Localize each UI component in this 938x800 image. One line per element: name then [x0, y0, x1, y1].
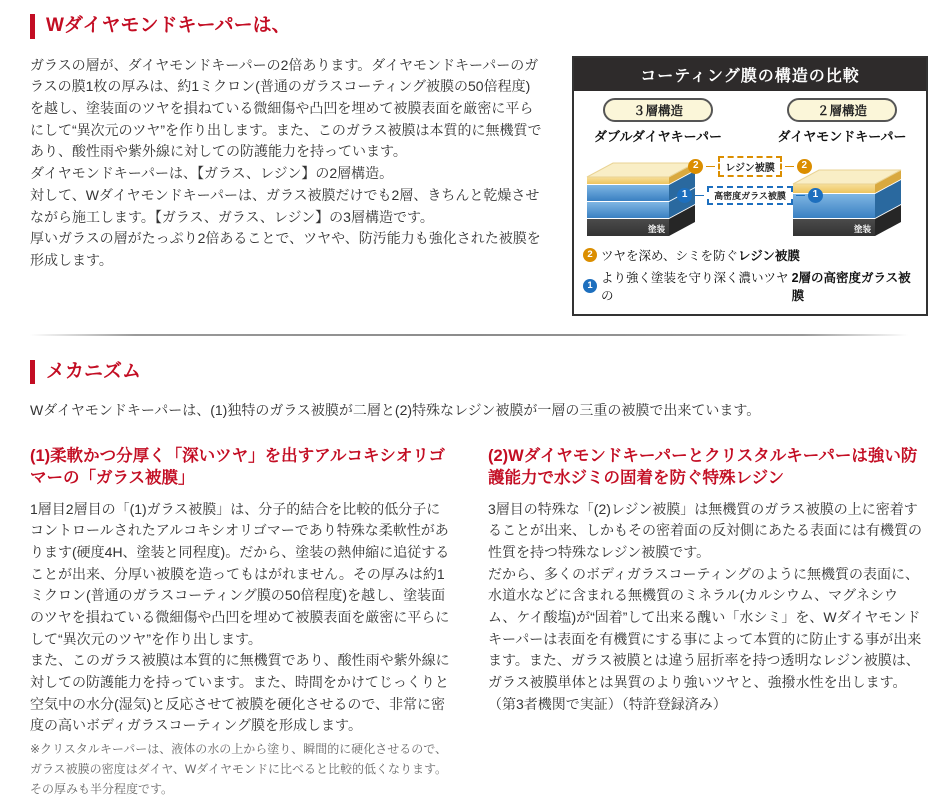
section2-intro: Wダイヤモンドキーパーは、(1)独特のガラス被膜が二層と(2)特殊なレジン被膜が一層の三重の被膜で出来ています。 — [30, 402, 761, 419]
badge-1-icon: 1 — [583, 279, 597, 293]
paragraph: また、このガラス被膜は本質的に無機質であり、酸性雨や紫外線に対しての防護能力を持っています。また、時間をかけてじっくりと空気中の水分(湿気)と反応させて被膜を硬化させるので、非常に密度の高いボディガラスコーティング膜を形成します。 — [30, 652, 450, 734]
diagram-left-column — [583, 98, 733, 145]
paragraph: ダイヤモンドキーパーは、【ガラス、レジン】の2層構造。 — [30, 165, 394, 182]
paint-layer-label: 塗装 — [647, 223, 665, 234]
diagram-right-column — [767, 98, 917, 145]
diagram-body — [574, 91, 926, 314]
diagram-callouts — [665, 156, 835, 205]
column-resin-layer — [488, 446, 926, 799]
resin-layer-label: レジン被膜 — [718, 156, 782, 177]
connector-line — [706, 166, 715, 167]
resin-layer-heading: (2)Wダイヤモンドキーパーとクリスタルキーパーは強い防護能力で水ジミの固着を防ぐ特殊レジン — [488, 447, 918, 487]
legend-bold: レジン被膜 — [738, 248, 800, 263]
section-divider — [30, 334, 908, 336]
paragraph: （第3者機関で実証）（特許登録済み） — [488, 695, 727, 712]
paragraph: 3層目の特殊な「(2)レジン被膜」は無機質のガラス被膜の上に密着することが出来、しかもその密着面の反対側にあたる表面には有機質の性質を持つ特殊なレジン被膜です。 — [488, 500, 922, 560]
pill-3-layer: ３層構造 — [603, 98, 713, 122]
section1-title: Wダイヤモンドキーパーは、 — [30, 14, 928, 39]
section1-paragraphs — [30, 55, 544, 272]
diagram-title: コーティング膜の構造の比較 — [574, 58, 926, 91]
paragraph: 1層目2層目の「(1)ガラス被膜」は、分子的結合を比較的低分子にコントロールされたアルコキシオリゴマーであり特殊な柔軟性があります(硬度4H、塗装と同程度)。だから、塗装の熱伸縮に追従することが出来、分厚い被膜を造ってもはがれません。その厚みは約1ミクロン(普通のガラスコーティング膜の50倍程度)を越し、塗装面のツヤを損ねている微細傷や凸凹を埋めて被膜表面を厳密に平らにして“異次元のツヤ”を作り出します。 — [30, 500, 450, 647]
diagram-legend — [583, 246, 917, 304]
badge-1-icon: 1 — [808, 188, 823, 203]
paint-layer-label: 塗装 — [853, 223, 871, 234]
connector-line — [796, 195, 805, 196]
column-glass-layer — [30, 446, 454, 799]
badge-2-icon: 2 — [583, 248, 597, 262]
paragraph: ガラスの層が、ダイヤモンドキーパーの2倍あります。ダイヤモンドキーパーのガラスの膜1枚の厚みは、約1ミクロン(普通のガラスコーティング被膜の50倍程度)を越し、塗装面のツヤを損ねている微細傷や凸凹を埋めて被膜表面を厳密に平らにして“異次元のツヤ”を作り出します。また、このガラス被膜は本質的に無機質であり、酸性雨や紫外線に対しての防護能力を持っています。 — [30, 56, 542, 160]
crystal-keeper-footnote: ※クリスタルキーパーは、液体の水の上から塗り、瞬間的に硬化させるので、ガラス被膜の密度はダイヤ、Wダイヤモンドに比べると比較的低くなります。その厚みも半分程度です。 — [30, 742, 448, 796]
glass-layer-body — [30, 499, 454, 738]
legend-resin — [583, 246, 917, 264]
badge-1-icon: 1 — [677, 188, 692, 203]
pill-2-layer: ２層構造 — [787, 98, 897, 122]
section2-columns — [30, 446, 928, 799]
paragraph: 対して、Wダイヤモンドキーパーは、ガラス被膜だけでも2層、きちんと乾燥させながら施工します。【ガラス、ガラス、レジン】の3層構造です。 — [30, 186, 540, 225]
legend-glass — [583, 268, 917, 304]
glass-callout — [677, 186, 823, 205]
section2-title: メカニズム — [30, 360, 928, 385]
paragraph: 厚いガラスの層がたっぷり2倍あることで、ツヤや、防汚能力も強化された被膜を形成します。 — [30, 230, 541, 268]
section1-content — [30, 55, 928, 316]
resin-callout — [688, 156, 812, 177]
product-name-diamond: ダイヤモンドキーパー — [777, 128, 907, 144]
connector-line — [785, 166, 794, 167]
diagram-boxes — [583, 150, 917, 240]
glass-layer-label: 高密度ガラス被膜 — [707, 186, 793, 205]
badge-2-icon: 2 — [688, 159, 703, 174]
paragraph: だから、多くのボディガラスコーティングのように無機質の表面に、水道水などに含まれる無機質のミネラル(カルシウム、マグネシウム、ケイ酸塩)が“固着”して出来る醜い「水シミ」を、Wダイヤモンドキーパーは表面を有機質にする事によって本質的に防止する事が出来ます。また、ガラス被膜とは違う屈折率を持つ透明なレジン被膜は、ガラス被膜単体とは異質のより強いツヤと、強撥水性を出します。 — [488, 565, 922, 691]
glass-layer-heading: (1)柔軟かつ分厚く「深いツヤ」を出すアルコキシオリゴマーの「ガラス被膜」 — [30, 447, 446, 487]
legend-text: より強く塗装を守り深く濃いツヤの — [601, 270, 789, 303]
connector-line — [695, 195, 704, 196]
coating-comparison-diagram — [572, 56, 928, 316]
legend-text: ツヤを深め、シミを防ぐ — [601, 248, 739, 263]
product-name-w-diamond: ダブルダイヤキーパー — [593, 128, 723, 144]
badge-2-icon: 2 — [797, 159, 812, 174]
legend-bold: 2層の高密度ガラス被膜 — [791, 270, 911, 303]
resin-layer-body — [488, 499, 926, 716]
